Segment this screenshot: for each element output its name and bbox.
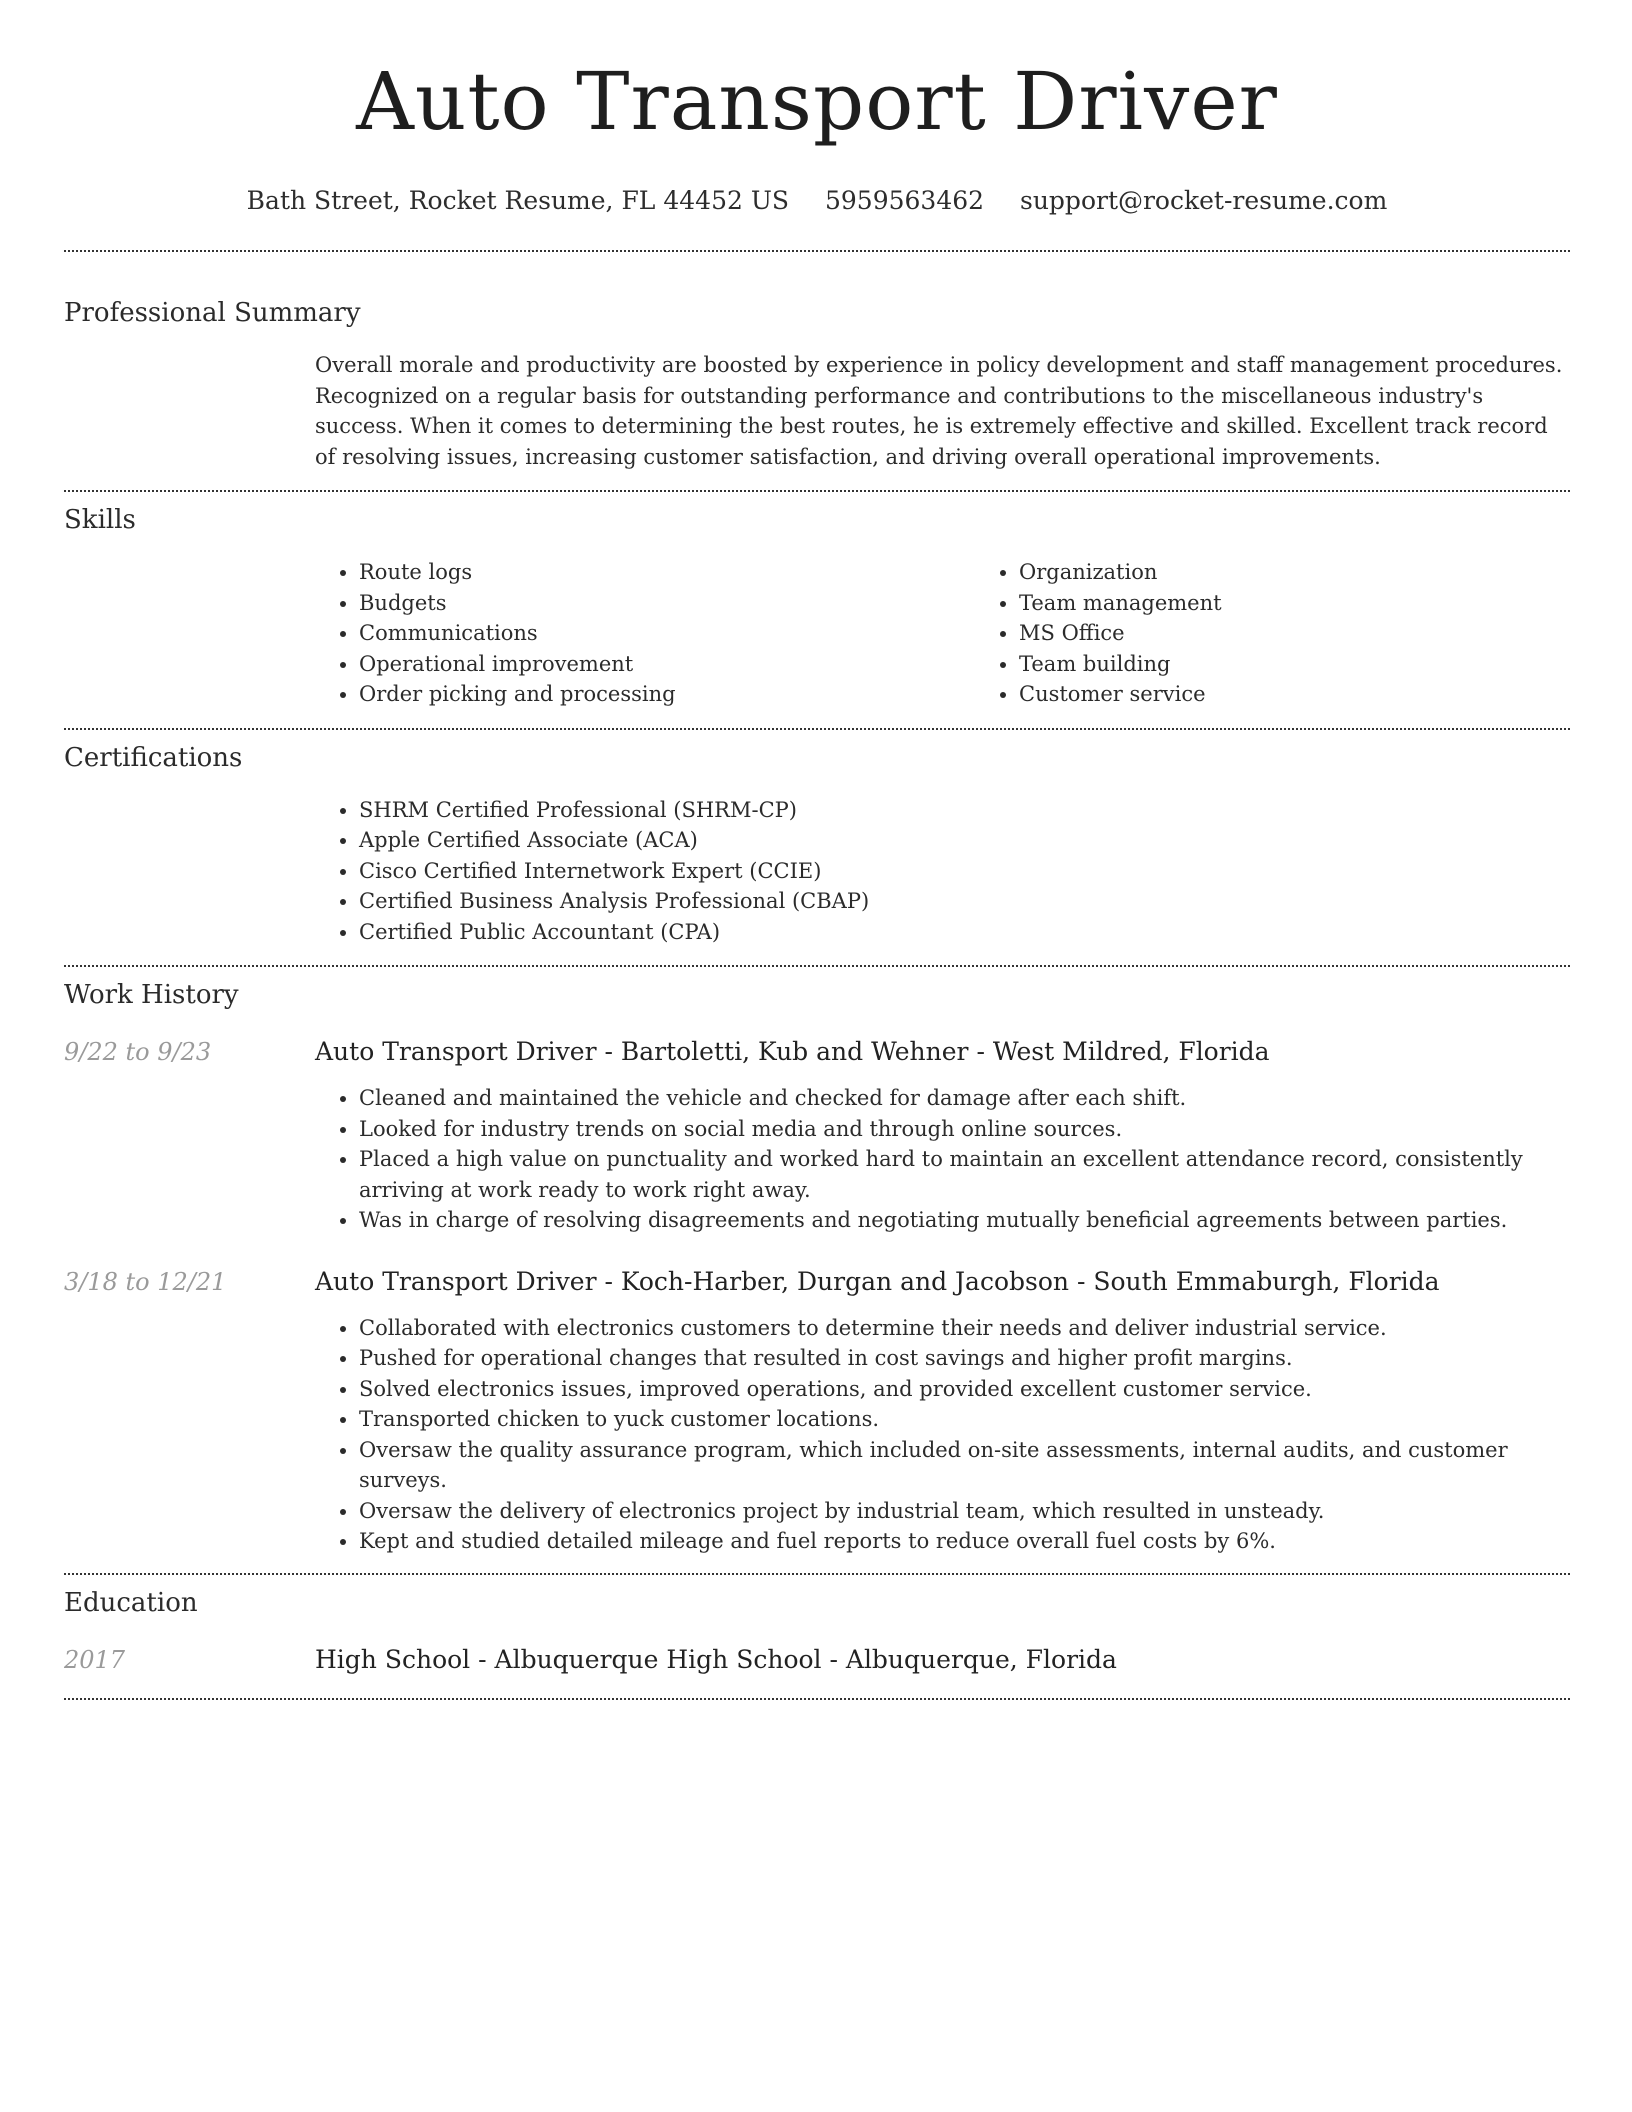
list-item: • MS Office [1019,618,1632,649]
section-title-skills: Skills [64,505,136,535]
list-item: • Cleaned and maintained the vehicle and checked for damage after each shift. [359,1083,1570,1114]
list-item: • SHRM Certified Professional (SHRM-CP) [359,795,1570,826]
skills-list-left [315,557,975,710]
list-item: • Customer service [1019,679,1632,710]
section-title-work: Work History [64,980,239,1010]
work-history-section [64,978,1570,1557]
job-bullets [315,1083,1570,1236]
list-item: • Solved electronics issues, improved operations, and provided excellent customer service. [359,1374,1570,1405]
list-item: • Certified Business Analysis Professional (CBAP) [359,886,1570,917]
list-item: • Oversaw the delivery of electronics project by industrial team, which resulted in unsteady. [359,1496,1570,1527]
skills-list-right [975,557,1632,710]
list-item: • Order picking and processing [359,679,975,710]
list-item: • Team management [1019,588,1632,619]
job-bullets [315,1313,1570,1557]
job-heading: Auto Transport Driver - Bartoletti, Kub and Wehner - West Mildred, Florida [315,1037,1270,1066]
list-item: • Cisco Certified Internetwork Expert (CCIE) [359,856,1570,887]
divider [64,490,1570,492]
list-item: • Route logs [359,557,975,588]
email-text: support@rocket-resume.com [1020,186,1388,215]
job-dates: 9/22 to 9/23 [64,1038,212,1066]
list-item: • Transported chicken to yuck customer locations. [359,1404,1570,1435]
job-entry [64,1266,1570,1557]
list-item: • Team building [1019,649,1632,680]
skills-section [64,503,1570,710]
certifications-list [315,795,1570,948]
education-heading: High School - Albuquerque High School - Albuquerque, Florida [315,1644,1117,1674]
education-entry [64,1644,1570,1676]
list-item: • Looked for industry trends on social media and through online sources. [359,1114,1570,1145]
divider [64,250,1570,252]
summary-text: Overall morale and productivity are boosted by experience in policy development and staff management procedures. Recognized on a regular basis for outstanding performance and contributions to the miscellaneous industry's success. When it comes to determining the best routes, he is extremely effective and skilled. Excellent track record of resolving issues, increasing customer satisfaction, and driving overall operational improvements. [315,353,1563,469]
education-section [64,1586,1570,1676]
resume-page [64,0,1570,1700]
list-item: • Organization [1019,557,1632,588]
list-item: • Collaborated with electronics customers to determine their needs and deliver industrial service. [359,1313,1570,1344]
section-title-education: Education [64,1587,198,1618]
section-title-certifications: Certifications [64,742,243,773]
divider [64,728,1570,730]
list-item: • Apple Certified Associate (ACA) [359,825,1570,856]
divider [64,1698,1570,1700]
phone-text: 5959563462 [824,186,985,215]
contact-line [64,184,1570,218]
job-dates: 3/18 to 12/21 [64,1267,227,1296]
divider [64,1573,1570,1575]
list-item: • Was in charge of resolving disagreements and negotiating mutually beneficial agreements between parties. [359,1205,1570,1236]
summary-section [64,296,1570,472]
list-item: • Placed a high value on punctuality and worked hard to maintain an excellent attendance record, consistently arriving at work ready to work right away. [359,1144,1570,1205]
section-title-summary: Professional Summary [64,298,361,328]
list-item: • Certified Public Accountant (CPA) [359,917,1570,948]
job-heading: Auto Transport Driver - Koch-Harber, Durgan and Jacobson - South Emmaburgh, Florida [315,1266,1440,1296]
certifications-section [64,741,1570,948]
list-item: • Pushed for operational changes that resulted in cost savings and higher profit margins. [359,1343,1570,1374]
list-item: • Budgets [359,588,975,619]
job-entry [64,1036,1570,1236]
list-item: • Kept and studied detailed mileage and fuel reports to reduce overall fuel costs by 6%. [359,1526,1570,1557]
list-item: • Oversaw the quality assurance program, which included on-site assessments, internal audits, and customer surveys. [359,1435,1570,1496]
education-year: 2017 [64,1645,126,1674]
candidate-name: Auto Transport Driver [356,55,1278,148]
address-text: Bath Street, Rocket Resume, FL 44452 US [246,186,790,215]
list-item: • Operational improvement [359,649,975,680]
divider [64,965,1570,967]
list-item: • Communications [359,618,975,649]
